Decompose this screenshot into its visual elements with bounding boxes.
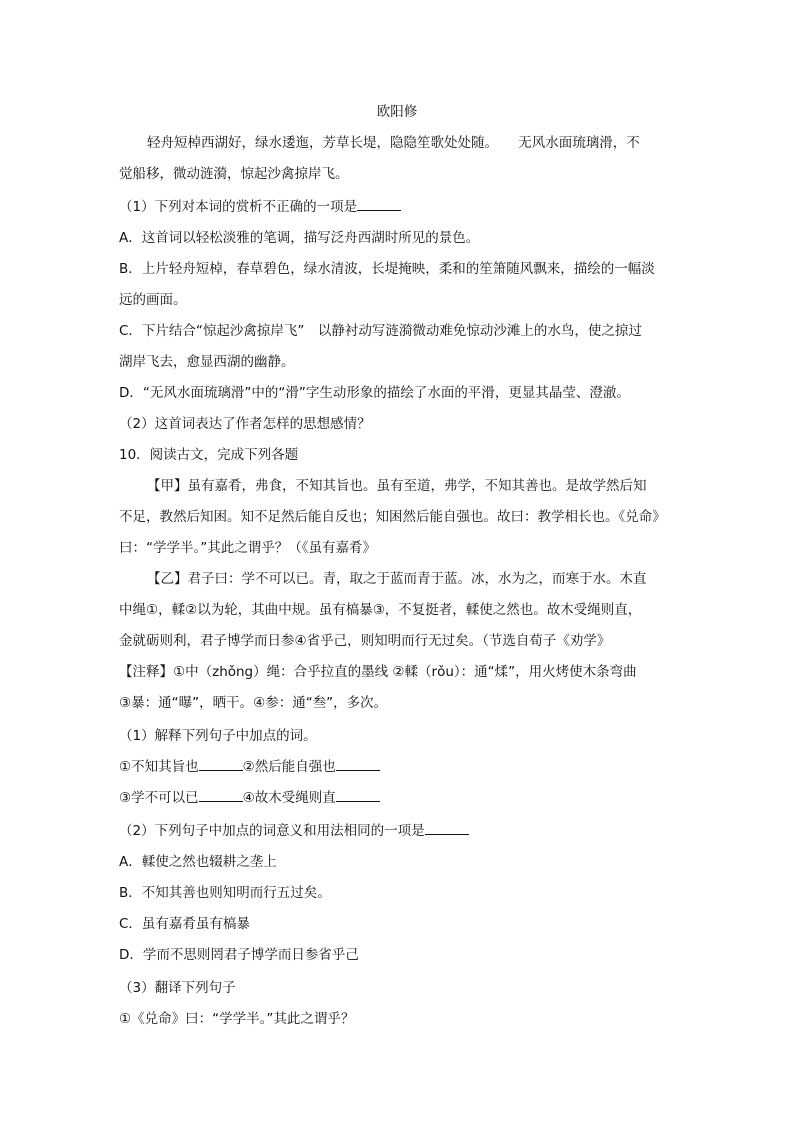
passage-yi-line: 中绳①，輮②以为轮，其曲中规。虽有槁暴③，不复挺者，輮使之然也。故木受绳则直， bbox=[119, 602, 642, 618]
question-prompt: （3）翻译下列句子 bbox=[119, 980, 236, 996]
passage-jia-line: 【甲】虽有嘉肴，弗食，不知其旨也。虽有至道，弗学，不知其善也。是故学然后知 bbox=[147, 478, 647, 494]
poem-author: 欧阳修 bbox=[376, 104, 418, 120]
annotation-line: ③暴：通“曝”，晒干。④参：通“叁”，多次。 bbox=[119, 695, 388, 711]
poem-line: 觉船移，微动涟漪，惊起沙禽掠岸飞。 bbox=[119, 166, 349, 182]
question-prompt: （1）下列对本词的赏析不正确的一项是 bbox=[119, 197, 679, 217]
word-items-row: ①不知其旨也 ②然后能自强也 bbox=[119, 757, 679, 777]
option-a: A．輮使之然也辍耕之垄上 bbox=[119, 854, 277, 870]
answer-blank bbox=[199, 758, 243, 771]
option-c: C．下片结合“惊起沙禽掠岸飞” 以静衬动写涟漪微动难免惊动沙滩上的水鸟，使之掠过 bbox=[119, 323, 642, 339]
question-prompt: （2）下列句子中加点的词意义和用法相同的一项是 bbox=[119, 821, 679, 841]
answer-blank bbox=[336, 789, 380, 802]
option-d: D．学而不思则罔君子博学而日参省乎己 bbox=[119, 947, 359, 963]
passage-jia-line: 曰：“学学半。”其此之谓乎？（《虽有嘉肴》 bbox=[119, 540, 376, 556]
option-b: B．上片轻舟短棹，春草碧色，绿水清波，长堤掩映，柔和的笙箫随风飘来，描绘的一幅淡 bbox=[119, 261, 655, 277]
answer-blank bbox=[357, 198, 401, 211]
option-a: A．这首词以轻松淡雅的笔调，描写泛舟西湖时所见的景色。 bbox=[119, 230, 480, 246]
poem-line: 轻舟短棹西湖好，绿水逶迤，芳草长堤，隐隐笙歌处处随。 无风水面琉璃滑，不 bbox=[147, 135, 640, 151]
passage-jia-line: 不足，教然后知困。知不足然后能自反也；知困然后能自强也。故曰：教学相长也。《兑命》 bbox=[119, 509, 666, 525]
question-prompt: （1）解释下列句子中加点的词。 bbox=[119, 728, 317, 744]
answer-blank bbox=[199, 789, 243, 802]
passage-yi-line: 金就砺则利，君子博学而日参④省乎己，则知明而行无过矣。（节选自荀子《劝学》 bbox=[119, 633, 611, 649]
option-b-continued: 远的画面。 bbox=[119, 292, 187, 308]
answer-blank bbox=[425, 822, 469, 835]
translation-item: ①《兑命》曰：“学学半。”其此之谓乎？ bbox=[119, 1011, 355, 1027]
option-b: B．不知其善也则知明而行五过矣。 bbox=[119, 885, 331, 901]
option-d: D．“无风水面琉璃滑”中的“滑”字生动形象的描绘了水面的平滑，更显其晶莹、澄澈。 bbox=[119, 385, 630, 401]
question-prompt: （2）这首词表达了作者怎样的思想感情？ bbox=[119, 416, 371, 432]
answer-blank bbox=[336, 758, 380, 771]
passage-yi-line: 【乙】君子曰：学不可以已。青，取之于蓝而青于蓝。冰，水为之，而寒于水。木直 bbox=[147, 571, 647, 587]
option-c: C．虽有嘉肴虽有槁暴 bbox=[119, 916, 250, 932]
word-items-row: ③学不可以已 ④故木受绳则直 bbox=[119, 788, 679, 808]
annotation-line: 【注释】①中（zhǒng）绳：合乎拉直的墨线 ②輮（rǒu）：通“煣”，用火烤使木条弯曲 bbox=[119, 664, 637, 680]
option-c-continued: 湖岸飞去，愈显西湖的幽静。 bbox=[119, 354, 295, 370]
question-heading: 10．阅读古文，完成下列各题 bbox=[119, 447, 299, 463]
